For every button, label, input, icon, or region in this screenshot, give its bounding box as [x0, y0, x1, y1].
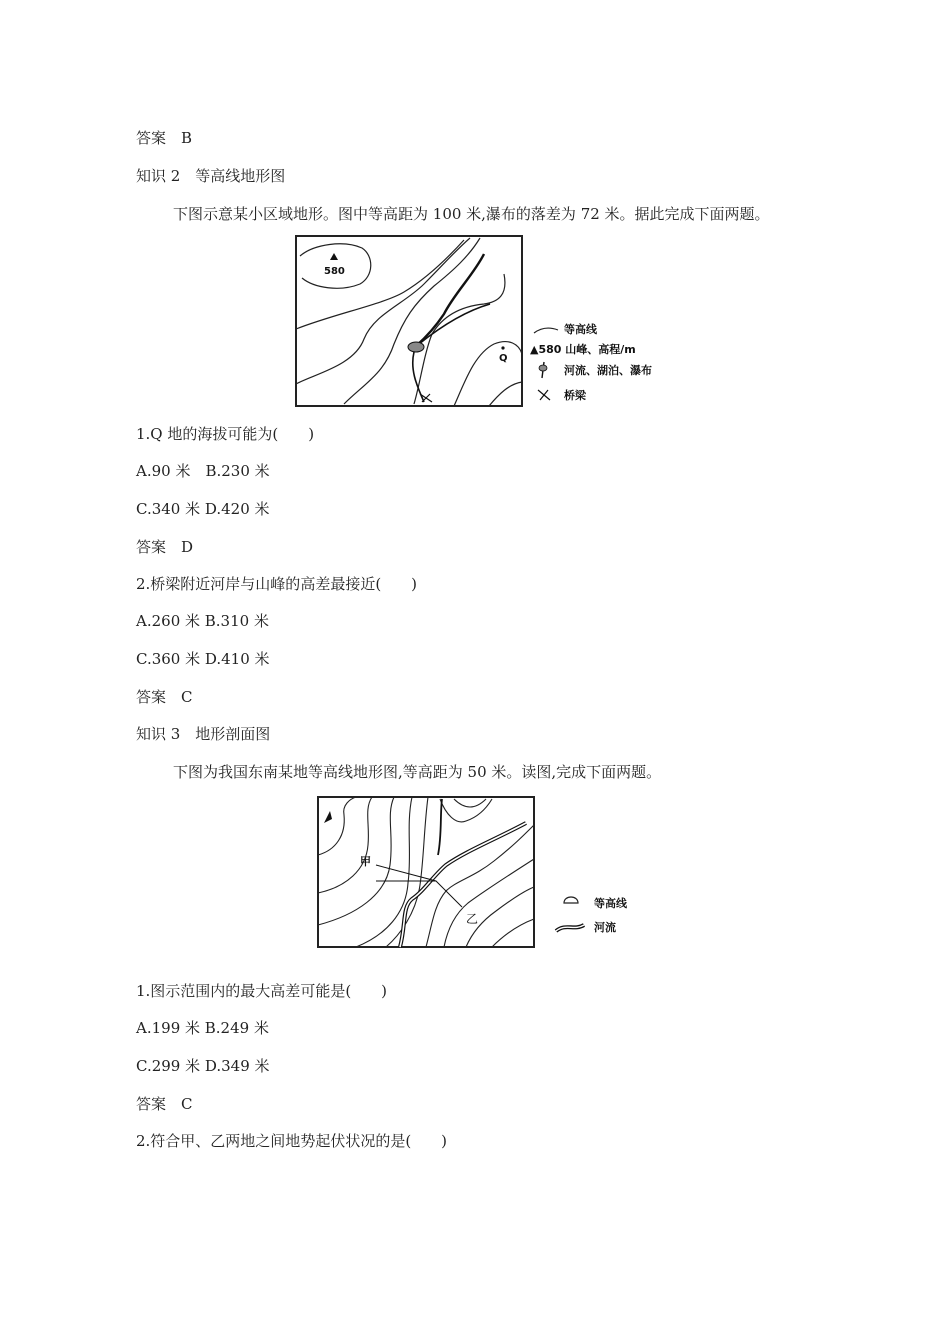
question-4-stem: 2.符合甲、乙两地之间地势起伏状况的是( ): [136, 1132, 448, 1150]
answer-prev: 答案 B: [136, 129, 193, 147]
contour-line: [344, 238, 480, 404]
question-3-options-ab: A.199 米 B.249 米: [136, 1019, 269, 1037]
legend-bridge-icon: [538, 390, 550, 400]
question-3-options-cd: C.299 米 D.349 米: [136, 1057, 270, 1075]
contour-line: [454, 342, 522, 406]
legend-lake-icon: [539, 365, 547, 371]
legend-contour-icon: [564, 897, 578, 903]
contour-line: [296, 240, 464, 329]
section-heading-3: 知识 3 地形剖面图: [136, 725, 271, 743]
contour-line: [318, 797, 372, 893]
river-lower: [413, 352, 424, 402]
contour-line: [440, 799, 492, 822]
river-line: [416, 254, 484, 346]
section-heading-2: 知识 2 等高线地形图: [136, 167, 286, 185]
legend-contour-label: 等高线: [564, 323, 597, 336]
yi-label: 乙: [466, 912, 479, 926]
legend-bridge-label: 桥梁: [564, 389, 586, 402]
contour-line: [426, 825, 534, 947]
q-point: [501, 346, 504, 349]
river-tributary: [419, 304, 490, 344]
contour-line: [454, 799, 486, 807]
jia-label: 甲: [360, 855, 371, 868]
question-2-options-ab: A.260 米 B.310 米: [136, 612, 269, 630]
north-arrow-icon: [324, 811, 332, 823]
contour-map-figure-2: [316, 795, 646, 951]
contour-line: [414, 274, 505, 404]
question-3-stem: 1.图示范围内的最大高差可能是( ): [136, 982, 388, 1000]
legend-river-label: 河流、湖泊、瀑布: [564, 364, 652, 377]
river-line: [400, 823, 526, 947]
river-tributary: [438, 799, 442, 855]
question-1-options-ab: A.90 米 B.230 米: [136, 462, 270, 480]
contour-map-figure-1: [294, 234, 674, 410]
question-1-stem: 1.Q 地的海拔可能为( ): [136, 425, 315, 443]
question-1-answer: 答案 D: [136, 538, 194, 556]
legend-river-label: 河流: [594, 921, 616, 934]
map-frame: [296, 236, 522, 406]
lake: [408, 342, 424, 352]
question-3-answer: 答案 C: [136, 1095, 193, 1113]
contour-line: [492, 919, 534, 947]
question-2-stem: 2.桥梁附近河岸与山峰的高差最接近( ): [136, 575, 418, 593]
peak-label: 580: [324, 266, 345, 277]
q-label: Q: [499, 353, 508, 364]
legend-peak-label: ▲580 山峰、高程/m: [530, 343, 636, 356]
legend-contour-label: 等高线: [594, 897, 627, 910]
legend-contour-icon: [534, 328, 558, 333]
contour-line: [386, 797, 428, 947]
peak-triangle-icon: [330, 253, 338, 260]
question-2-answer: 答案 C: [136, 688, 193, 706]
section-intro-3: 下图为我国东南某地等高线地形图,等高距为 50 米。读图,完成下面两题。: [173, 763, 662, 781]
river-inner: [400, 823, 526, 947]
section-intro-2: 下图示意某小区域地形。图中等高距为 100 米,瀑布的落差为 72 米。据此完成下面两题。: [173, 205, 770, 223]
question-1-options-cd: C.340 米 D.420 米: [136, 500, 270, 518]
contour-line: [318, 797, 356, 855]
contour-line: [489, 382, 522, 406]
question-2-options-cd: C.360 米 D.410 米: [136, 650, 270, 668]
